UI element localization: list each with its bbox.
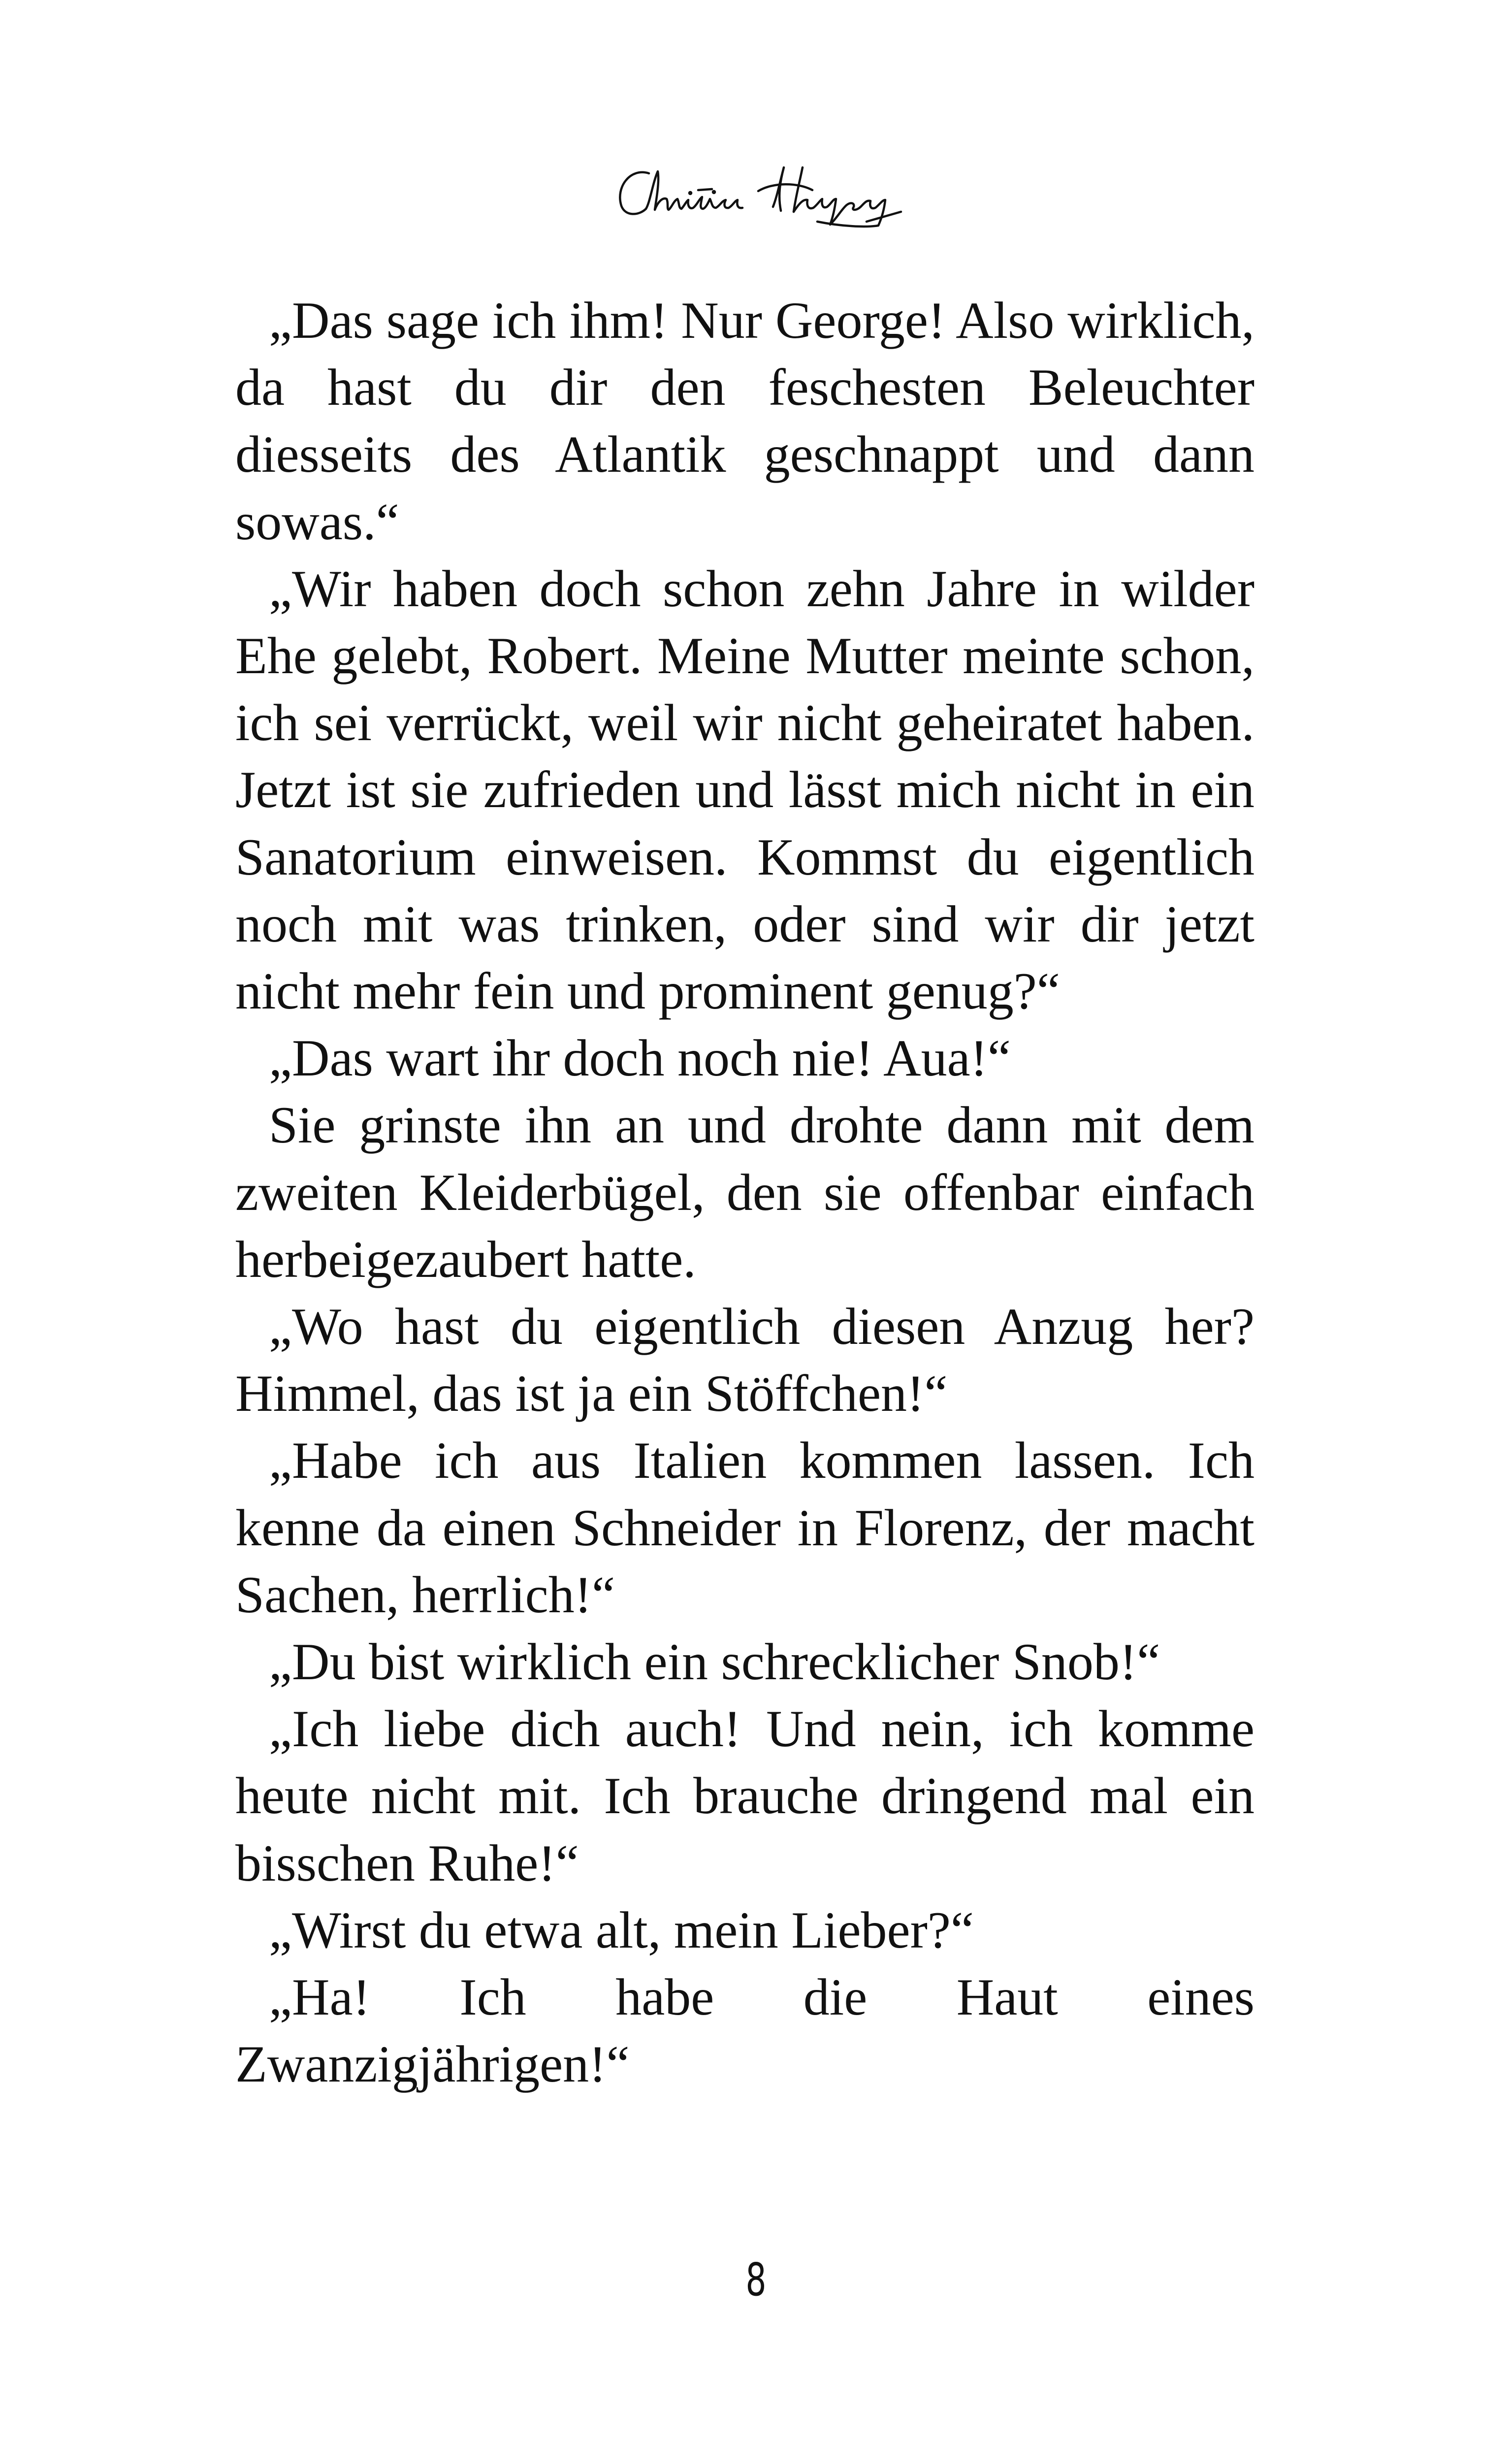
page-number: 8 bbox=[745, 2253, 767, 2306]
signature-logo bbox=[611, 148, 916, 231]
paragraph: „Ha! Ich habe die Haut eines Zwanzigjährigen!“ bbox=[235, 1968, 1255, 2093]
paragraph: „Du bist wirklich ein schrecklicher Snob!“ bbox=[269, 1633, 1160, 1691]
paragraph: „Wo hast du eigentlich diesen Anzug her? Himmel, das ist ja ein Stöffchen!“ bbox=[235, 1298, 1255, 1423]
paragraph: „Das sage ich ihm! Nur George! Also wirklich, da hast du dir den feschesten Beleuchter diesseits des Atlantik geschnappt und dann sowas.“ bbox=[235, 292, 1255, 551]
paragraph: „Das wart ihr doch noch nie! Aua!“ bbox=[269, 1029, 1011, 1087]
paragraph: Sie grinste ihn an und drohte dann mit dem zweiten Kleiderbügel, den sie offenbar einfach herbeigezaubert hatte. bbox=[235, 1096, 1255, 1288]
paragraph: „Habe ich aus Italien kommen lassen. Ich kenne da einen Schneider in Florenz, der macht Sachen, herrlich!“ bbox=[235, 1432, 1255, 1624]
paragraph: „Ich liebe dich auch! Und nein, ich komme heute nicht mit. Ich brauche dringend mal ein bisschen Ruhe!“ bbox=[235, 1700, 1255, 1892]
paragraph: „Wirst du etwa alt, mein Lieber?“ bbox=[269, 1901, 974, 1959]
body-text bbox=[235, 287, 1255, 2098]
paragraph: „Wir haben doch schon zehn Jahre in wilder Ehe gelebt, Robert. Meine Mutter meinte schon, ich sei verrückt, weil wir nicht geheiratet haben. Jetzt ist sie zufrieden und lässt mich nicht in ein Sanatorium einweisen. Kommst du eigentlich noch mit was trinken, oder sind wir dir jetzt nicht mehr fein und prominent genug?“ bbox=[235, 559, 1255, 1020]
running-header-signature bbox=[611, 148, 916, 231]
